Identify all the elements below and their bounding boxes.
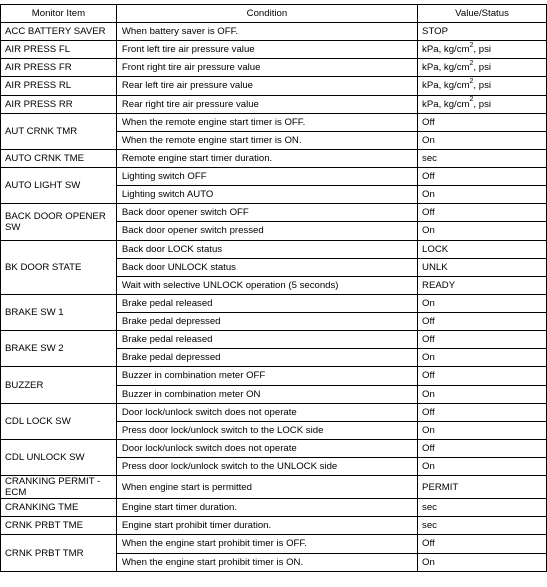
- value-status-cell: PERMIT: [418, 476, 547, 499]
- condition-cell: Wait with selective UNLOCK operation (5 seconds): [116, 276, 417, 294]
- table-row: [1, 294, 547, 312]
- header-row: [1, 5, 547, 23]
- value-status-cell: sec: [418, 517, 547, 535]
- monitor-item-cell: CRNK PRBT TME: [1, 517, 117, 535]
- value-status-cell: On: [418, 131, 547, 149]
- condition-cell: Brake pedal released: [116, 294, 417, 312]
- superscript-two: 2: [469, 96, 474, 104]
- table-row: [1, 403, 547, 421]
- table-row: [1, 517, 547, 535]
- monitor-item-cell: AIR PRESS RL: [1, 77, 117, 95]
- monitor-item-cell: AUTO LIGHT SW: [1, 168, 117, 204]
- value-status-cell: Off: [418, 367, 547, 385]
- value-status-cell: Off: [418, 168, 547, 186]
- table-body: [1, 23, 547, 572]
- value-status-cell: STOP: [418, 23, 547, 41]
- condition-cell: Brake pedal depressed: [116, 349, 417, 367]
- header-monitor-item: Monitor Item: [1, 5, 117, 23]
- superscript-two: 2: [469, 78, 474, 86]
- condition-cell: Back door opener switch pressed: [116, 222, 417, 240]
- value-status-cell: On: [418, 349, 547, 367]
- condition-cell: Door lock/unlock switch does not operate: [116, 439, 417, 457]
- value-status-cell: kPa, $kg/cm^2$, psi: [418, 95, 547, 113]
- monitor-item-cell: BACK DOOR OPENER SW: [1, 204, 117, 240]
- value-status-cell: kPa, $kg/cm^2$, psi: [418, 77, 547, 95]
- table-row: [1, 168, 547, 186]
- value-status-cell: kPa, $kg/cm^2$, psi: [418, 59, 547, 77]
- monitor-item-cell: AIR PRESS FR: [1, 59, 117, 77]
- table-row: [1, 149, 547, 167]
- condition-cell: When the engine start prohibit timer is OFF.: [116, 535, 417, 553]
- table-row: [1, 41, 547, 59]
- condition-cell: Engine start timer duration.: [116, 499, 417, 517]
- condition-cell: When engine start is permitted: [116, 476, 417, 499]
- table-row: [1, 113, 547, 131]
- monitor-item-cell: ACC BATTERY SAVER: [1, 23, 117, 41]
- table-row: [1, 59, 547, 77]
- table-row: [1, 95, 547, 113]
- monitor-item-cell: CRANKING PERMIT - ECM: [1, 476, 117, 499]
- condition-cell: Back door opener switch OFF: [116, 204, 417, 222]
- monitor-item-cell: BRAKE SW 2: [1, 331, 117, 367]
- table-row: [1, 77, 547, 95]
- value-status-cell: kPa, $kg/cm^2$, psi: [418, 41, 547, 59]
- monitor-item-cell: AIR PRESS RR: [1, 95, 117, 113]
- monitor-item-cell: AIR PRESS FL: [1, 41, 117, 59]
- monitor-item-cell: AUT CRNK TMR: [1, 113, 117, 149]
- value-status-cell: On: [418, 385, 547, 403]
- condition-cell: Front right tire air pressure value: [116, 59, 417, 77]
- value-status-cell: On: [418, 553, 547, 571]
- monitor-item-cell: AUTO CRNK TME: [1, 149, 117, 167]
- table-row: [1, 499, 547, 517]
- table-row: [1, 331, 547, 349]
- superscript-two: 2: [469, 60, 474, 68]
- value-status-cell: Off: [418, 313, 547, 331]
- value-status-cell: On: [418, 186, 547, 204]
- monitor-item-cell: CRANKING TME: [1, 499, 117, 517]
- condition-cell: Brake pedal released: [116, 331, 417, 349]
- value-status-cell: LOCK: [418, 240, 547, 258]
- value-status-cell: Off: [418, 204, 547, 222]
- condition-cell: Rear left tire air pressure value: [116, 77, 417, 95]
- value-status-cell: UNLK: [418, 258, 547, 276]
- condition-cell: When the remote engine start timer is OFF.: [116, 113, 417, 131]
- table-row: [1, 204, 547, 222]
- monitor-item-cell: BUZZER: [1, 367, 117, 403]
- table-row: [1, 439, 547, 457]
- header-value-status: Value/Status: [418, 5, 547, 23]
- value-status-cell: READY: [418, 276, 547, 294]
- condition-cell: Back door UNLOCK status: [116, 258, 417, 276]
- condition-cell: Buzzer in combination meter OFF: [116, 367, 417, 385]
- condition-cell: Remote engine start timer duration.: [116, 149, 417, 167]
- condition-cell: When the engine start prohibit timer is ON.: [116, 553, 417, 571]
- value-status-cell: Off: [418, 535, 547, 553]
- header-condition: Condition: [116, 5, 417, 23]
- value-status-cell: On: [418, 458, 547, 476]
- condition-cell: Lighting switch AUTO: [116, 186, 417, 204]
- value-status-cell: sec: [418, 499, 547, 517]
- value-status-cell: Off: [418, 331, 547, 349]
- value-status-cell: Off: [418, 439, 547, 457]
- condition-cell: Brake pedal depressed: [116, 313, 417, 331]
- value-status-cell: sec: [418, 149, 547, 167]
- value-status-cell: On: [418, 421, 547, 439]
- condition-cell: Press door lock/unlock switch to the UNLOCK side: [116, 458, 417, 476]
- monitor-item-cell: CDL LOCK SW: [1, 403, 117, 439]
- value-status-cell: On: [418, 294, 547, 312]
- value-status-cell: On: [418, 222, 547, 240]
- table-row: [1, 23, 547, 41]
- monitor-item-cell: BRAKE SW 1: [1, 294, 117, 330]
- table-row: [1, 240, 547, 258]
- table-row: [1, 367, 547, 385]
- condition-cell: Door lock/unlock switch does not operate: [116, 403, 417, 421]
- condition-cell: Rear right tire air pressure value: [116, 95, 417, 113]
- monitor-item-cell: BK DOOR STATE: [1, 240, 117, 294]
- condition-cell: Engine start prohibit timer duration.: [116, 517, 417, 535]
- condition-cell: Press door lock/unlock switch to the LOCK side: [116, 421, 417, 439]
- condition-cell: Buzzer in combination meter ON: [116, 385, 417, 403]
- value-status-cell: Off: [418, 403, 547, 421]
- condition-cell: Front left tire air pressure value: [116, 41, 417, 59]
- condition-cell: Back door LOCK status: [116, 240, 417, 258]
- monitor-item-cell: CDL UNLOCK SW: [1, 439, 117, 475]
- condition-cell: When the remote engine start timer is ON.: [116, 131, 417, 149]
- superscript-two: 2: [469, 42, 474, 49]
- value-status-cell: Off: [418, 113, 547, 131]
- monitor-table: [0, 4, 547, 572]
- condition-cell: When battery saver is OFF.: [116, 23, 417, 41]
- condition-cell: Lighting switch OFF: [116, 168, 417, 186]
- table-row: [1, 535, 547, 553]
- monitor-item-cell: CRNK PRBT TMR: [1, 535, 117, 571]
- table-row: [1, 476, 547, 499]
